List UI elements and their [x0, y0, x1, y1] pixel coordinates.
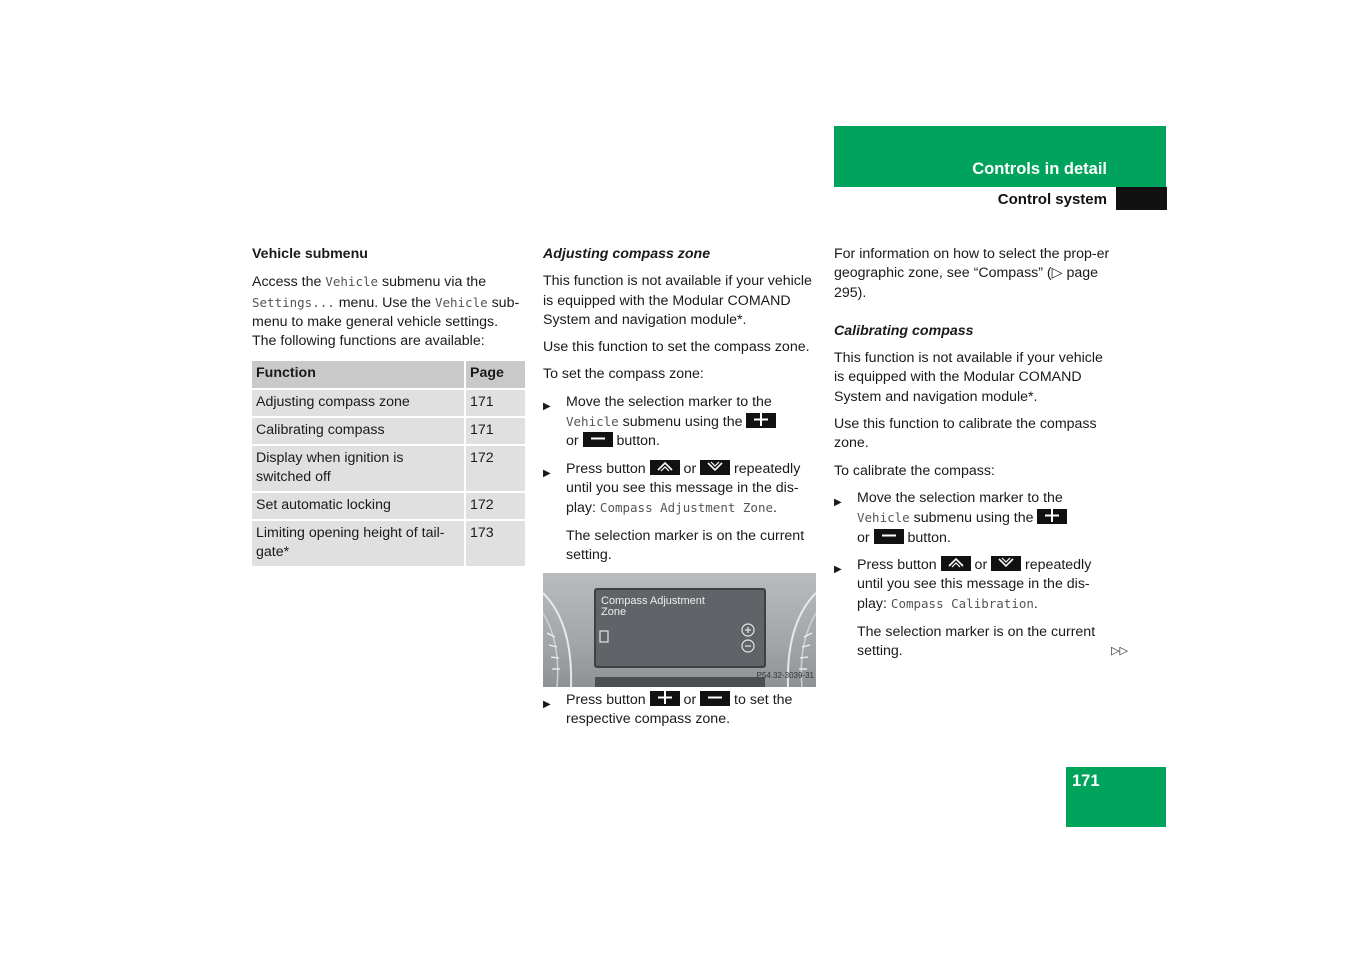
- triangle-bullet-icon: ▶: [543, 400, 551, 412]
- table-cell-function: Display when ignition is switched off: [252, 446, 464, 493]
- step-press-arrow-buttons: ▶ Press button or repeatedly until you see this message in the dis-play: Compass Calibration.: [834, 556, 1092, 613]
- table-cell-page: 171: [464, 418, 525, 446]
- chapter-title: Controls in detail: [972, 160, 1107, 178]
- table-cell-function: Set automatic locking: [252, 493, 464, 521]
- table-cell-function: Limiting opening height of tail-gate*: [252, 521, 464, 568]
- triangle-bullet-icon: ▶: [543, 467, 551, 479]
- column-calibrating-compass: [834, 245, 1128, 669]
- up-arrow-button-icon: [650, 460, 680, 475]
- down-arrow-button-icon: [991, 556, 1021, 571]
- step-result-text: The selection marker is on the current setting.: [566, 527, 805, 563]
- figure-code: P54.32-3039-31: [756, 670, 814, 680]
- table-cell-page: 173: [464, 521, 525, 568]
- instruction-lead: To calibrate the compass:: [834, 462, 995, 479]
- step-result-text: The selection marker is on the current setting. ▷▷: [834, 623, 1114, 662]
- table-cell-page: 172: [464, 493, 525, 521]
- table-row: [252, 446, 525, 493]
- step-select-vehicle-submenu: ▶ Move the selection marker to the Vehicle submenu using the or button.: [834, 489, 1114, 548]
- step-select-vehicle-submenu: ▶ Move the selection marker to the Vehicle submenu using the or button.: [543, 393, 818, 452]
- table-cell-page: 171: [464, 390, 525, 418]
- table-row: [252, 493, 525, 521]
- function-table: [252, 361, 525, 567]
- page-number: 171: [1072, 772, 1100, 790]
- availability-note: This function is not available if your vehicle is equipped with the Modular COMAND System and navigation module*.: [543, 273, 812, 328]
- display-message-text: Compass Adjustment Zone: [601, 595, 705, 619]
- minus-button-icon: [874, 529, 904, 544]
- table-cell-page: 172: [464, 446, 525, 493]
- minus-button-icon: [583, 432, 613, 447]
- table-cell-function: Adjusting compass zone: [252, 390, 464, 418]
- plus-button-icon: [746, 413, 776, 428]
- table-header-row: [252, 361, 525, 389]
- geographic-zone-reference: For information on how to select the prop-er geographic zone, see “Compass” (▷ page 295).: [834, 246, 1110, 301]
- column-vehicle-submenu: [252, 245, 525, 568]
- table-row: [252, 418, 525, 446]
- table-header-function: Function: [252, 361, 464, 389]
- triangle-bullet-icon: ▶: [834, 496, 842, 508]
- vehicle-submenu-intro: Access the Vehicle submenu via the Settings... menu. Use the Vehicle sub-menu to make general vehicle settings. The following functions are available:: [252, 274, 520, 350]
- step-press-arrow-buttons: ▶ Press button or repeatedly until you see this message in the dis-play: Compass Adjustment Zone.: [543, 460, 801, 517]
- table-row: [252, 521, 525, 568]
- purpose-text: Use this function to calibrate the compass zone.: [834, 416, 1097, 452]
- plus-button-icon: [1037, 509, 1067, 524]
- minus-button-icon: [700, 691, 730, 706]
- instrument-display-photo: [543, 573, 816, 687]
- plus-button-icon: [650, 691, 680, 706]
- table-cell-function: Calibrating compass: [252, 418, 464, 446]
- table-header-page: Page: [464, 361, 525, 389]
- triangle-bullet-icon: ▶: [543, 699, 551, 711]
- continue-arrow-icon: ▷▷: [1111, 645, 1128, 658]
- vehicle-submenu-heading: Vehicle submenu: [252, 246, 368, 262]
- up-arrow-button-icon: [941, 556, 971, 571]
- column-adjusting-compass-zone: [543, 245, 818, 738]
- calibrating-compass-heading: Calibrating compass: [834, 322, 974, 339]
- step-set-compass-zone: ▶ Press button or to set the respective compass zone.: [543, 692, 793, 728]
- availability-note: This function is not available if your vehicle is equipped with the Modular COMAND System and navigation module*.: [834, 350, 1103, 405]
- instruction-lead: To set the compass zone:: [543, 366, 704, 383]
- purpose-text: Use this function to set the compass zone.: [543, 339, 810, 356]
- triangle-bullet-icon: ▶: [834, 563, 842, 575]
- adjusting-compass-zone-heading: Adjusting compass zone: [543, 246, 711, 262]
- down-arrow-button-icon: [700, 460, 730, 475]
- table-row: [252, 390, 525, 418]
- section-title: Control system: [997, 191, 1107, 208]
- section-marker: [1116, 187, 1167, 210]
